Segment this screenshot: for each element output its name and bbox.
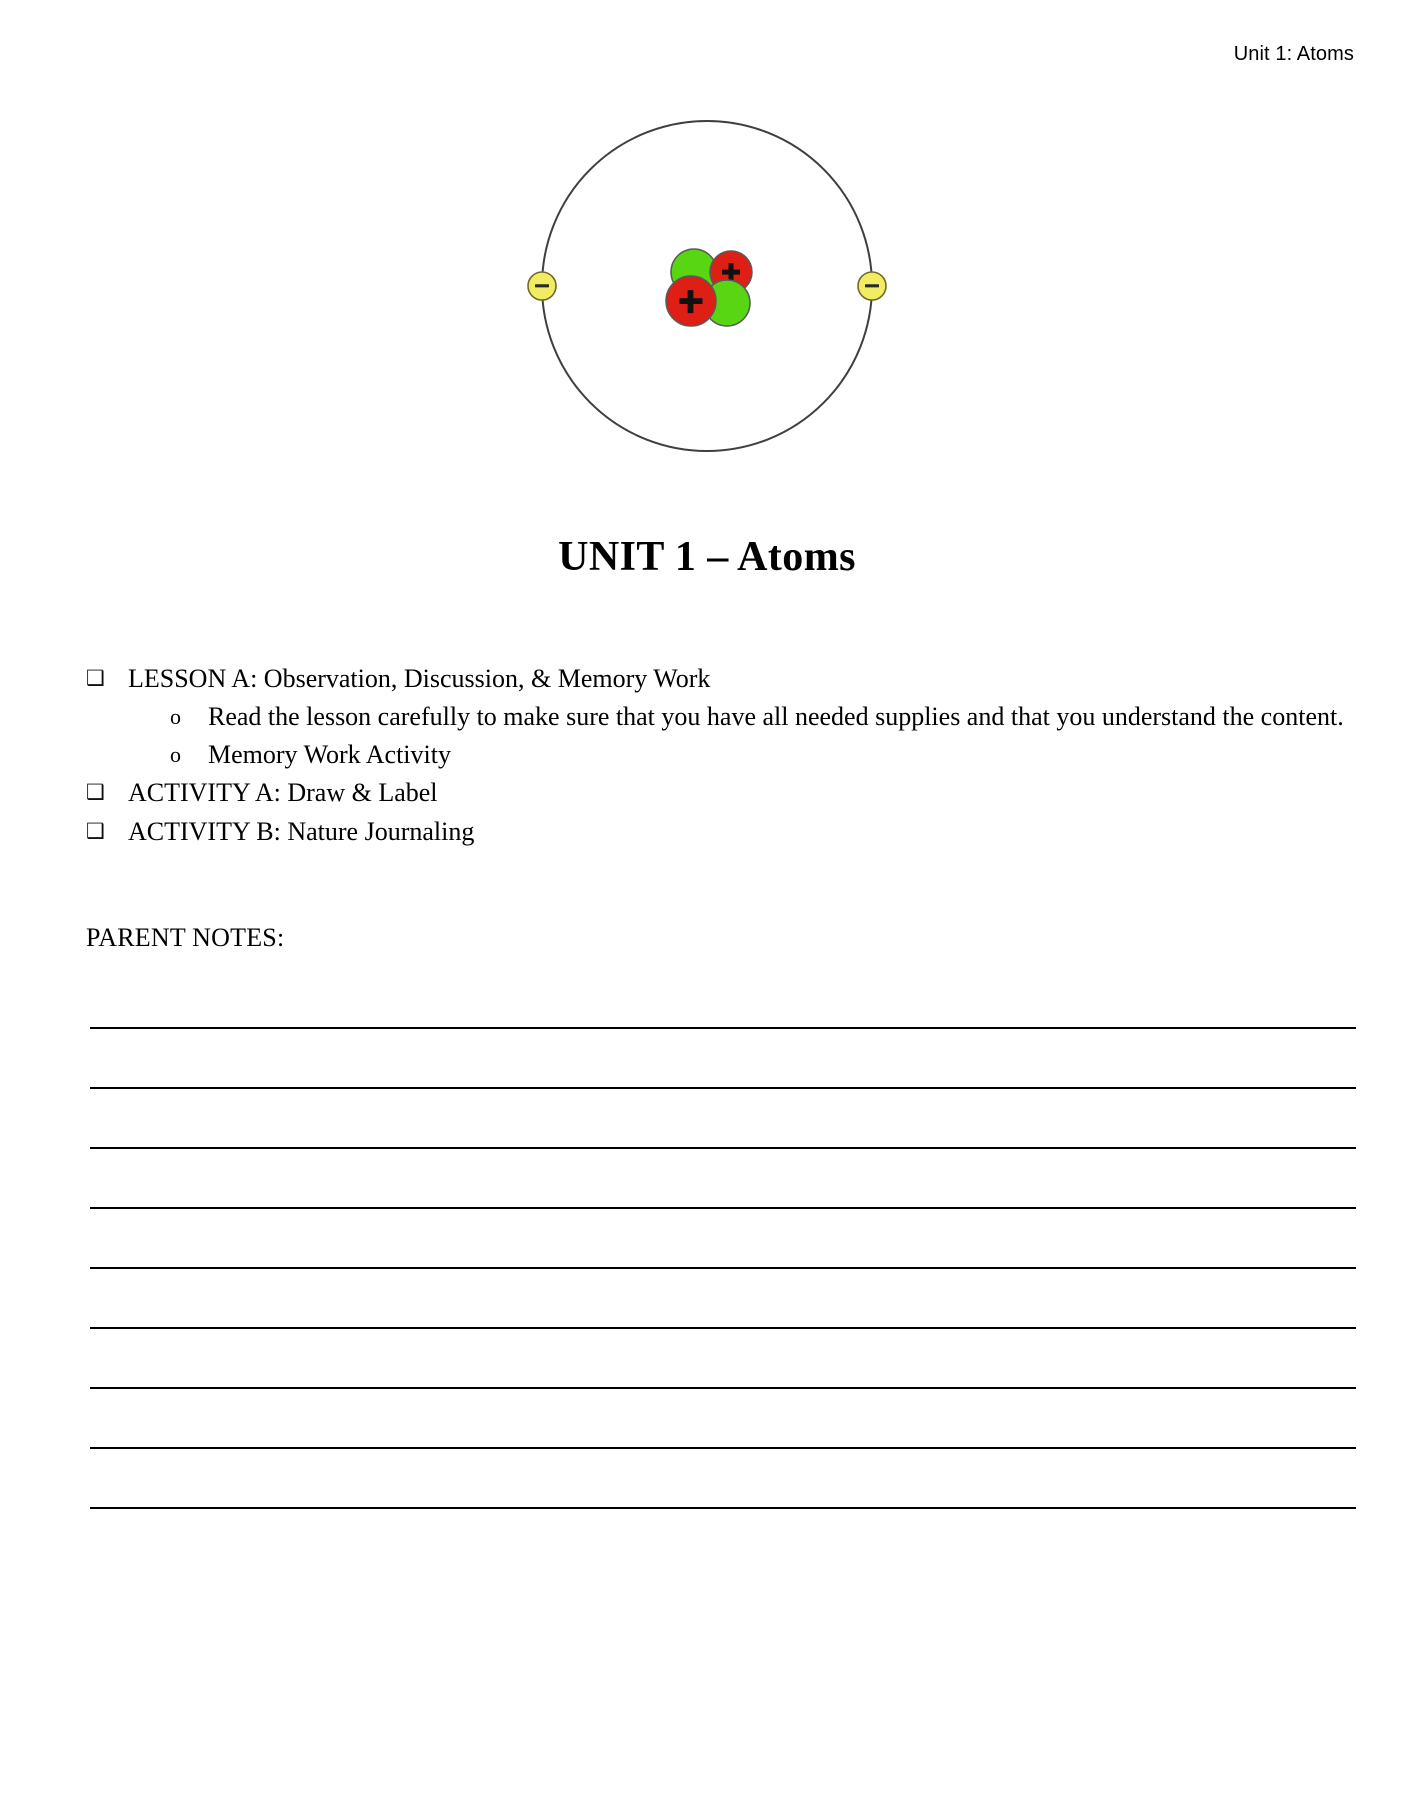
sub-item-text: Read the lesson carefully to make sure that you have all needed supplies and that you understand the content. bbox=[208, 702, 1344, 732]
circle-bullet-icon: o bbox=[170, 742, 181, 768]
checklist-item-activity-a[interactable] bbox=[86, 774, 1352, 812]
parent-notes-heading: PARENT NOTES: bbox=[86, 923, 285, 952]
note-writing-line bbox=[90, 1027, 1356, 1029]
sub-list-lesson-a bbox=[86, 698, 1352, 774]
checklist-item-label: ACTIVITY A: Draw & Label bbox=[128, 778, 438, 808]
lesson-checklist bbox=[86, 660, 1352, 851]
atom-diagram-svg bbox=[507, 104, 907, 464]
note-writing-line bbox=[90, 1087, 1356, 1089]
sub-item-memory-work[interactable] bbox=[86, 736, 1352, 774]
checklist-item-activity-b[interactable] bbox=[86, 813, 1352, 851]
proton-bottom-left bbox=[666, 276, 716, 326]
electron-right bbox=[858, 272, 886, 300]
parent-notes-lines bbox=[90, 1027, 1356, 1509]
atom-diagram bbox=[0, 104, 1414, 464]
note-writing-line bbox=[90, 1147, 1356, 1149]
running-header: Unit 1: Atoms bbox=[1233, 43, 1354, 65]
note-writing-line bbox=[90, 1447, 1356, 1449]
note-writing-line bbox=[90, 1327, 1356, 1329]
checklist-item-label: LESSON A: Observation, Discussion, & Memory Work bbox=[128, 664, 711, 693]
circle-bullet-icon: o bbox=[170, 704, 181, 730]
note-writing-line bbox=[90, 1207, 1356, 1209]
electron-left bbox=[528, 272, 556, 300]
checklist-item-label: ACTIVITY B: Nature Journaling bbox=[128, 816, 475, 846]
checkbox-icon[interactable]: ❑ bbox=[86, 818, 105, 843]
note-writing-line bbox=[90, 1267, 1356, 1269]
checkbox-icon[interactable]: ❑ bbox=[86, 780, 105, 805]
note-writing-line bbox=[90, 1387, 1356, 1389]
checkbox-icon[interactable]: ❑ bbox=[86, 666, 105, 690]
page-title: UNIT 1 – Atoms bbox=[558, 534, 856, 581]
sub-item-text: Memory Work Activity bbox=[208, 740, 451, 770]
checklist-item-lesson-a[interactable] bbox=[86, 660, 1352, 698]
note-writing-line bbox=[90, 1507, 1356, 1509]
sub-item-read-lesson[interactable] bbox=[86, 698, 1352, 736]
